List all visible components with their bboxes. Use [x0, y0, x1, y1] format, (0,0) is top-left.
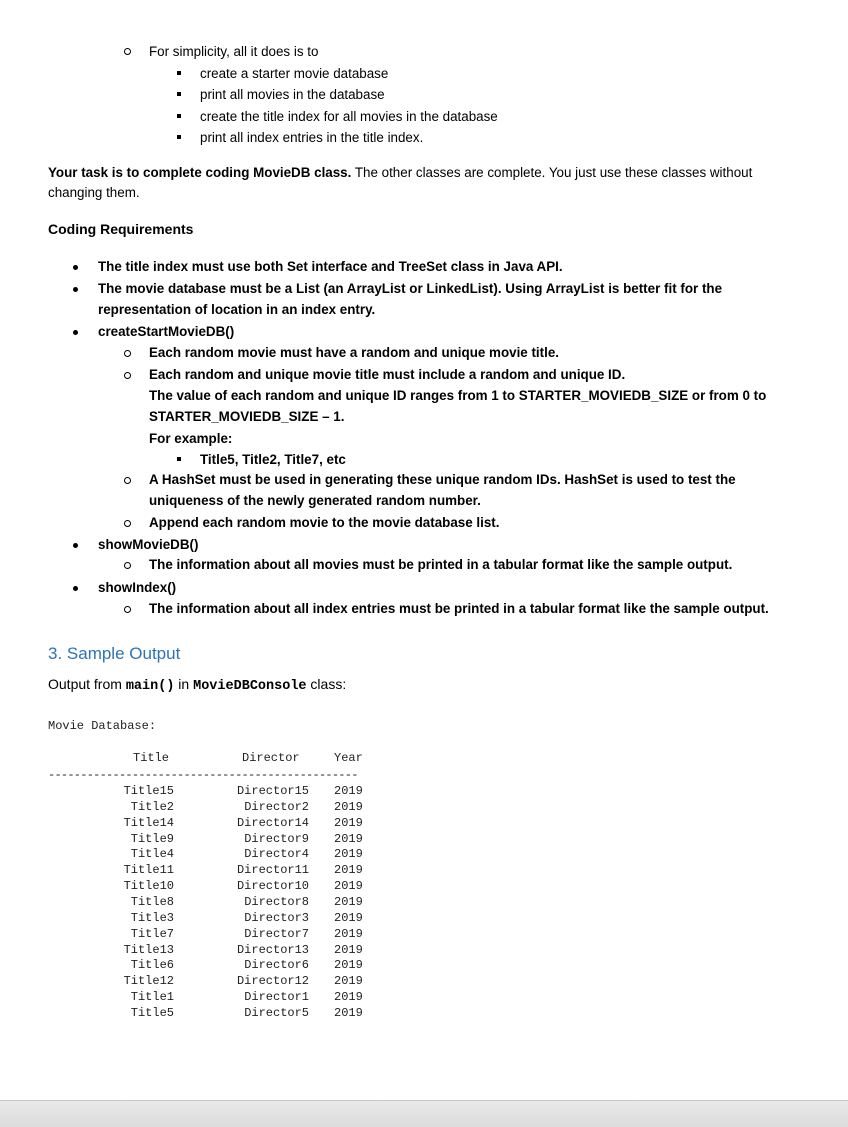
bullet-icon: [73, 330, 78, 335]
row-year: 2019: [334, 942, 363, 957]
row-year: 2019: [334, 974, 363, 989]
req-title-index: The title index must use both Set interface and TreeSet class in Java API.: [98, 259, 563, 274]
row-year: 2019: [334, 815, 363, 830]
task-paragraph-line2: changing them.: [48, 185, 140, 200]
row-title: Title2: [130, 799, 174, 814]
row-year: 2019: [334, 831, 363, 846]
row-title: Title3: [130, 910, 174, 925]
row-title: Title5: [130, 1005, 174, 1020]
task-rest: The other classes are complete. You just use these classes without: [351, 165, 753, 180]
row-director: Director9: [244, 831, 309, 846]
circle-bullet-icon: [124, 606, 131, 613]
intro-item-3: create the title index for all movies in the database: [200, 109, 498, 124]
intro-label: For simplicity, all it does is to: [149, 44, 319, 59]
row-title: Title7: [130, 926, 174, 941]
row-title: Title11: [123, 863, 174, 878]
caption-class: MovieDBConsole: [193, 679, 307, 694]
row-year: 2019: [334, 1005, 363, 1020]
task-bold: Your task is to complete coding MovieDB class.: [48, 165, 352, 180]
row-title: Title12: [123, 974, 174, 989]
row-year: 2019: [334, 910, 363, 925]
row-director: Director15: [236, 784, 309, 798]
row-year: 2019: [334, 863, 363, 878]
circle-bullet-icon: [124, 477, 131, 484]
row-director: Director3: [244, 910, 309, 925]
console-title: Movie Database:: [48, 719, 157, 733]
row-director: Director5: [244, 1005, 309, 1020]
caption-suffix: class:: [306, 676, 347, 692]
bullet-icon: [73, 586, 78, 591]
row-title: Title8: [130, 894, 174, 909]
caption-prefix: Output from: [48, 676, 126, 692]
req-show-movie-db: showMovieDB(): [98, 537, 199, 552]
row-director: Director6: [244, 958, 309, 973]
create-start-sub1: Each random movie must have a random and unique movie title.: [149, 345, 559, 360]
row-year: 2019: [334, 894, 363, 909]
row-director: Director4: [244, 847, 309, 862]
circle-bullet-icon: [124, 350, 131, 357]
row-title: Title6: [130, 958, 174, 973]
column-header-year: Year: [334, 751, 363, 765]
row-title: Title1: [130, 990, 174, 1005]
intro-item-4: print all index entries in the title index.: [200, 130, 424, 145]
row-director: Director10: [236, 879, 309, 894]
intro-item-1: create a starter movie database: [200, 66, 389, 81]
circle-bullet-icon: [124, 372, 131, 379]
req-create-start-movie-db: createStartMovieDB(): [98, 324, 235, 339]
create-start-example: Title5, Title2, Title7, etc: [200, 452, 346, 467]
row-title: Title9: [130, 831, 174, 846]
sample-output-caption: [48, 676, 346, 695]
square-bullet-icon: [177, 71, 181, 75]
create-start-sub2-line2: The value of each random and unique ID ranges from 1 to STARTER_MOVIEDB_SIZE or from 0 to: [149, 388, 767, 403]
create-start-sub3-line2: uniqueness of the newly generated random number.: [149, 493, 481, 508]
create-start-sub4: Append each random movie to the movie database list.: [149, 515, 500, 530]
show-movie-sub1: The information about all movies must be printed in a tabular format like the sample output.: [149, 557, 733, 572]
row-title: Title4: [130, 847, 174, 862]
row-director: Director7: [244, 926, 309, 941]
circle-bullet-icon: [124, 562, 131, 569]
row-title: Title13: [123, 942, 174, 957]
square-bullet-icon: [177, 92, 181, 96]
column-header-title: Title: [133, 751, 170, 765]
row-year: 2019: [334, 926, 363, 941]
row-director: Director11: [236, 863, 309, 878]
bullet-icon: [73, 265, 78, 270]
square-bullet-icon: [177, 114, 181, 118]
req-show-index: showIndex(): [98, 580, 177, 595]
sample-output-heading: 3. Sample Output: [48, 644, 181, 663]
create-start-sub2-line4: For example:: [149, 431, 233, 446]
intro-item-2: print all movies in the database: [200, 87, 385, 102]
row-title: Title10: [123, 879, 174, 894]
bullet-icon: [73, 287, 78, 292]
coding-requirements-heading: Coding Requirements: [48, 221, 194, 237]
req-movie-database-line2: representation of location in an index entry.: [98, 302, 376, 317]
row-director: Director1: [244, 990, 309, 1005]
row-director: Director13: [236, 942, 309, 957]
req-movie-database-line1: The movie database must be a List (an ArrayList or LinkedList). Using ArrayList is better fit for the: [98, 281, 723, 296]
create-start-sub2-line3: STARTER_MOVIEDB_SIZE – 1.: [149, 409, 345, 424]
row-year: 2019: [334, 990, 363, 1005]
circle-bullet-icon: [124, 48, 131, 55]
row-year: 2019: [334, 847, 363, 862]
caption-method: main(): [125, 679, 175, 694]
column-header-director: Director: [242, 751, 300, 765]
console-separator: ------------------------------------------------: [48, 768, 358, 782]
caption-mid: in: [174, 676, 194, 692]
circle-bullet-icon: [124, 520, 131, 527]
show-index-sub1: The information about all index entries must be printed in a tabular format like the sample output.: [149, 601, 769, 616]
create-start-sub3-line1: A HashSet must be used in generating these unique random IDs. HashSet is used to test the: [149, 472, 736, 487]
square-bullet-icon: [177, 135, 181, 139]
row-title: Title14: [123, 815, 174, 830]
row-year: 2019: [334, 799, 363, 814]
row-director: Director14: [236, 815, 309, 830]
row-year: 2019: [334, 879, 363, 894]
row-title: Title15: [123, 784, 174, 798]
bottom-bar: [0, 1100, 848, 1127]
create-start-sub2-line1: Each random and unique movie title must include a random and unique ID.: [149, 367, 626, 382]
row-director: Director8: [244, 894, 309, 909]
row-year: 2019: [334, 958, 363, 973]
bullet-icon: [73, 543, 78, 548]
row-director: Director2: [244, 799, 309, 814]
square-bullet-icon: [177, 457, 181, 461]
row-director: Director12: [236, 974, 309, 989]
row-year: 2019: [334, 784, 363, 798]
task-paragraph-line1: [48, 164, 752, 181]
